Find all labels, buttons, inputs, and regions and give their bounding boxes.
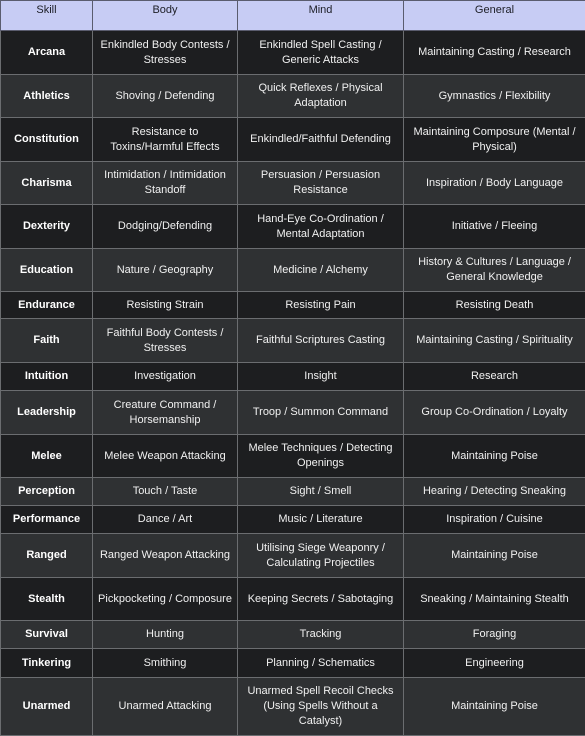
skill-cell: Arcana: [1, 31, 93, 75]
body-cell: Pickpocketing / Composure: [93, 578, 238, 621]
table-row: [1, 319, 585, 363]
general-cell: Resisting Death: [404, 292, 585, 319]
skill-cell: Dexterity: [1, 205, 93, 249]
table-row: [1, 649, 585, 678]
skill-cell: Tinkering: [1, 649, 93, 678]
body-cell: Resisting Strain: [93, 292, 238, 319]
header-row: [1, 1, 585, 31]
body-cell: Resistance to Toxins/Harmful Effects: [93, 118, 238, 162]
header-body: Body: [93, 1, 238, 31]
table-row: [1, 621, 585, 649]
body-cell: Enkindled Body Contests / Stresses: [93, 31, 238, 75]
general-cell: Inspiration / Body Language: [404, 162, 585, 205]
body-cell: Dodging/Defending: [93, 205, 238, 249]
body-cell: Melee Weapon Attacking: [93, 435, 238, 478]
skill-cell: Constitution: [1, 118, 93, 162]
body-cell: Unarmed Attacking: [93, 678, 238, 736]
general-cell: Maintaining Composure (Mental / Physical): [404, 118, 585, 162]
body-cell: Nature / Geography: [93, 249, 238, 292]
skill-cell: Education: [1, 249, 93, 292]
body-cell: Dance / Art: [93, 506, 238, 534]
general-cell: Maintaining Casting / Research: [404, 31, 585, 75]
body-cell: Touch / Taste: [93, 478, 238, 506]
general-cell: Engineering: [404, 649, 585, 678]
table-row: [1, 506, 585, 534]
mind-cell: Medicine / Alchemy: [238, 249, 404, 292]
mind-cell: Quick Reflexes / Physical Adaptation: [238, 75, 404, 118]
skill-cell: Performance: [1, 506, 93, 534]
mind-cell: Sight / Smell: [238, 478, 404, 506]
general-cell: Sneaking / Maintaining Stealth: [404, 578, 585, 621]
skill-cell: Unarmed: [1, 678, 93, 736]
general-cell: Maintaining Poise: [404, 678, 585, 736]
mind-cell: Enkindled/Faithful Defending: [238, 118, 404, 162]
general-cell: History & Cultures / Language / General Knowledge: [404, 249, 585, 292]
table-row: [1, 578, 585, 621]
mind-cell: Enkindled Spell Casting / Generic Attacks: [238, 31, 404, 75]
table-row: [1, 31, 585, 75]
general-cell: Initiative / Fleeing: [404, 205, 585, 249]
body-cell: Investigation: [93, 363, 238, 391]
header-skill: Skill: [1, 1, 93, 31]
mind-cell: Hand-Eye Co-Ordination / Mental Adaptation: [238, 205, 404, 249]
skill-cell: Perception: [1, 478, 93, 506]
skill-cell: Athletics: [1, 75, 93, 118]
table-row: [1, 363, 585, 391]
mind-cell: Utilising Siege Weaponry / Calculating Projectiles: [238, 534, 404, 578]
mind-cell: Tracking: [238, 621, 404, 649]
header-mind: Mind: [238, 1, 404, 31]
mind-cell: Planning / Schematics: [238, 649, 404, 678]
skill-cell: Survival: [1, 621, 93, 649]
mind-cell: Music / Literature: [238, 506, 404, 534]
general-cell: Maintaining Poise: [404, 435, 585, 478]
general-cell: Hearing / Detecting Sneaking: [404, 478, 585, 506]
table-row: [1, 118, 585, 162]
skill-cell: Intuition: [1, 363, 93, 391]
mind-cell: Keeping Secrets / Sabotaging: [238, 578, 404, 621]
mind-cell: Resisting Pain: [238, 292, 404, 319]
general-cell: Inspiration / Cuisine: [404, 506, 585, 534]
skill-cell: Ranged: [1, 534, 93, 578]
body-cell: Intimidation / Intimidation Standoff: [93, 162, 238, 205]
general-cell: Group Co-Ordination / Loyalty: [404, 391, 585, 435]
mind-cell: Troop / Summon Command: [238, 391, 404, 435]
table-row: [1, 292, 585, 319]
skill-cell: Charisma: [1, 162, 93, 205]
skill-cell: Leadership: [1, 391, 93, 435]
table-row: [1, 162, 585, 205]
table-row: [1, 249, 585, 292]
mind-cell: Insight: [238, 363, 404, 391]
table-row: [1, 75, 585, 118]
body-cell: Hunting: [93, 621, 238, 649]
body-cell: Faithful Body Contests / Stresses: [93, 319, 238, 363]
table-row: [1, 435, 585, 478]
mind-cell: Persuasion / Persuasion Resistance: [238, 162, 404, 205]
table-row: [1, 534, 585, 578]
table-row: [1, 478, 585, 506]
table-row: [1, 391, 585, 435]
general-cell: Research: [404, 363, 585, 391]
general-cell: Foraging: [404, 621, 585, 649]
general-cell: Maintaining Poise: [404, 534, 585, 578]
table-row: [1, 205, 585, 249]
body-cell: Ranged Weapon Attacking: [93, 534, 238, 578]
skill-cell: Endurance: [1, 292, 93, 319]
body-cell: Smithing: [93, 649, 238, 678]
mind-cell: Melee Techniques / Detecting Openings: [238, 435, 404, 478]
skill-cell: Stealth: [1, 578, 93, 621]
skill-cell: Melee: [1, 435, 93, 478]
header-general: General: [404, 1, 585, 31]
mind-cell: Faithful Scriptures Casting: [238, 319, 404, 363]
skill-cell: Faith: [1, 319, 93, 363]
general-cell: Maintaining Casting / Spirituality: [404, 319, 585, 363]
body-cell: Shoving / Defending: [93, 75, 238, 118]
mind-cell: Unarmed Spell Recoil Checks (Using Spells Without a Catalyst): [238, 678, 404, 736]
table-row: [1, 678, 585, 736]
body-cell: Creature Command / Horsemanship: [93, 391, 238, 435]
general-cell: Gymnastics / Flexibility: [404, 75, 585, 118]
